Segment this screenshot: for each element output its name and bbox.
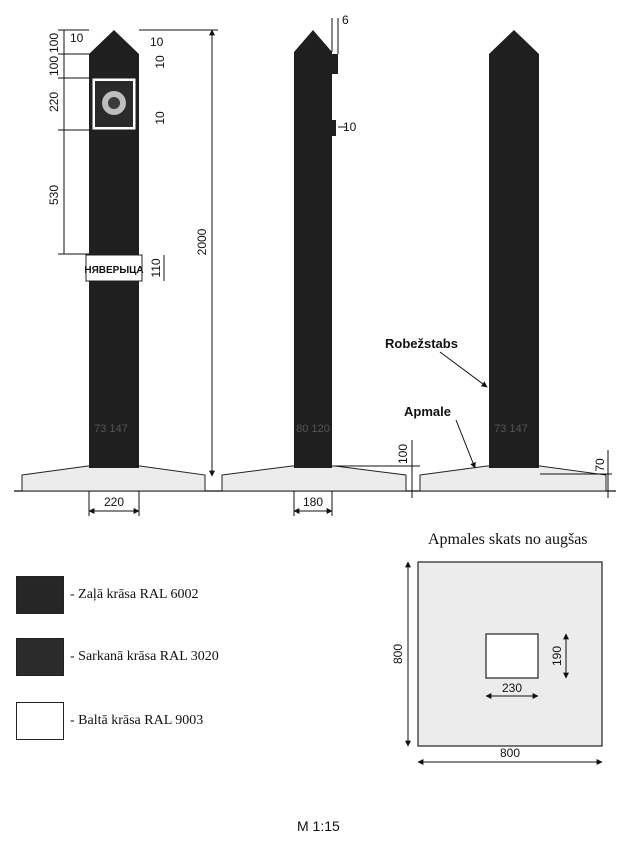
- dim-2000-height: 2000: [195, 228, 209, 256]
- dim-100-second: 100: [47, 55, 61, 77]
- post-2-base-label: 80 120: [296, 423, 330, 435]
- post-1-sign-text: НЯВЕРЫЦА: [84, 265, 144, 276]
- top-view-hole: [486, 634, 538, 678]
- dim-220-width: 220: [103, 495, 125, 509]
- legend-item-white: [16, 702, 203, 740]
- post-1-front-view: [22, 30, 218, 516]
- post-2-side-view: [222, 13, 420, 516]
- label-apmale: Apmale: [404, 404, 451, 419]
- dim-530: 530: [47, 184, 61, 206]
- dim-220-emblem: 220: [47, 91, 61, 113]
- green-swatch: [16, 576, 64, 614]
- post-3-shaft: [489, 54, 539, 468]
- dim-180-width: 180: [302, 495, 324, 509]
- post-3-view: [385, 30, 612, 498]
- dim-10-emblem-right: 10: [153, 111, 167, 125]
- dim-10-second-right: 10: [153, 55, 167, 69]
- legend-item-red: [16, 638, 219, 676]
- post-1-base-label: 73 147: [94, 423, 128, 435]
- dim-800-side: 800: [391, 643, 405, 665]
- legend-label-green: - Zaļā krāsa RAL 6002: [70, 587, 199, 602]
- red-swatch: [16, 638, 64, 676]
- coat-of-arms-center: [108, 97, 120, 109]
- post-3-base-plinth: [420, 466, 606, 491]
- dim-100-top: 100: [47, 32, 61, 54]
- dim-190-hole: 190: [550, 645, 564, 667]
- dim-6-top: 6: [342, 13, 349, 27]
- scale-label: M 1:15: [297, 818, 340, 834]
- dim-10-mid: 10: [343, 120, 357, 134]
- post-1-base-plinth: [22, 466, 205, 491]
- post-3-base-label: 73 147: [494, 423, 528, 435]
- post-2-sign-edge: [332, 54, 338, 74]
- white-swatch: [16, 702, 64, 740]
- post-2-base-plinth: [222, 466, 406, 491]
- dim-110-sign: 110: [149, 258, 163, 278]
- post-1-cap: [89, 30, 139, 54]
- post-3-cap: [489, 30, 539, 54]
- top-view-drawing: [391, 562, 602, 762]
- dim-230-hole: 230: [501, 681, 523, 695]
- top-view-title: Apmales skats no augšas: [428, 531, 588, 548]
- post-2-shaft: [294, 52, 332, 468]
- dim-70-ground: 70: [593, 458, 607, 472]
- dim-800-bottom: 800: [499, 746, 521, 760]
- legend-label-white: - Baltā krāsa RAL 9003: [70, 713, 204, 728]
- dim-100-ground: 100: [396, 443, 410, 465]
- post-2-cap: [294, 30, 332, 52]
- dim-10-top-left: 10: [70, 31, 84, 45]
- post-2-emblem-edge: [332, 120, 336, 136]
- label-robezstabs: Robežstabs: [385, 336, 458, 351]
- legend-label-red: - Sarkanā krāsa RAL 3020: [70, 649, 219, 664]
- dim-10-top-right: 10: [150, 35, 164, 49]
- legend-item-green: [16, 576, 199, 614]
